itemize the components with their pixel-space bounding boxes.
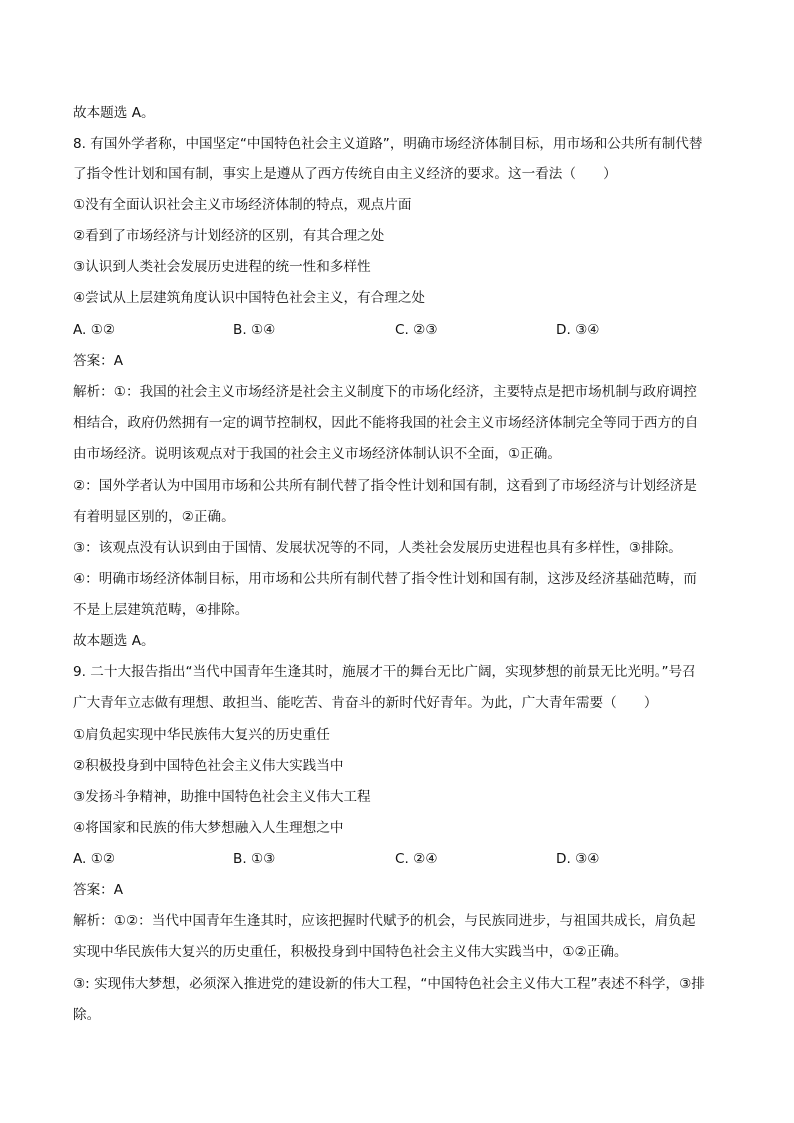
q9-item-3: ③发扬斗争精神，助推中国特色社会主义伟大工程 bbox=[73, 789, 371, 805]
q8-option-b: B. ①④ bbox=[233, 322, 276, 338]
q8-analysis-line-3: 由市场经济。说明该观点对于我国的社会主义市场经济体制认识不全面，①正确。 bbox=[73, 446, 561, 462]
q9-option-d: D. ③④ bbox=[556, 851, 600, 867]
q9-item-2: ②积极投身到中国特色社会主义伟大实践当中 bbox=[73, 758, 344, 774]
q8-stem-line-1: 8. 有国外学者称，中国坚定“中国特色社会主义道路”，明确市场经济体制目标，用市场和公共所有制代替 bbox=[73, 136, 703, 152]
q8-analysis-line-1: 解析：①：我国的社会主义市场经济是社会主义制度下的市场化经济，主要特点是把市场机制与政府调控 bbox=[73, 384, 697, 400]
q8-analysis-line-4: ②：国外学者认为中国用市场和公共所有制代替了指令性计划和国有制，这看到了市场经济与计划经济是 bbox=[73, 478, 697, 494]
q9-option-b: B. ①③ bbox=[233, 851, 276, 867]
q8-analysis-line-5: 有着明显区别的，②正确。 bbox=[73, 509, 235, 525]
q8-option-a: A. ①② bbox=[73, 322, 116, 338]
q8-analysis-line-8: 不是上层建筑范畴，④排除。 bbox=[73, 602, 249, 618]
q9-answer: 答案：A bbox=[73, 882, 124, 898]
q9-item-1: ①肩负起实现中华民族伟大复兴的历史重任 bbox=[73, 727, 330, 743]
q8-conclusion: 故本题选 A。 bbox=[73, 633, 155, 649]
q9-option-c: C. ②④ bbox=[395, 851, 438, 867]
q8-item-1: ①没有全面认识社会主义市场经济体制的特点，观点片面 bbox=[73, 197, 412, 213]
q9-option-a: A. ①② bbox=[73, 851, 116, 867]
q9-stem-line-1: 9. 二十大报告指出“当代中国青年生逢其时，施展才干的舞台无比广阔，实现梦想的前景无比光明。”号召 bbox=[73, 664, 696, 680]
q8-analysis-line-2: 相结合，政府仍然拥有一定的调节控制权，因此不能将我国的社会主义市场经济体制完全等同于西方的自 bbox=[73, 415, 699, 431]
q9-analysis-line-1: 解析：①②：当代中国青年生逢其时，应该把握时代赋予的机会，与民族同进步，与祖国共成长，肩负起 bbox=[73, 913, 696, 929]
q8-item-2: ②看到了市场经济与计划经济的区别，有其合理之处 bbox=[73, 228, 385, 244]
q9-analysis-line-3: ③: 实现伟大梦想，必须深入推进党的建设新的伟大工程，“中国特色社会主义伟大工程”表述不科学，③排 bbox=[73, 976, 705, 992]
q9-analysis-line-4: 除。 bbox=[73, 1007, 101, 1023]
q8-item-3: ③认识到人类社会发展历史进程的统一性和多样性 bbox=[73, 259, 371, 275]
prev-conclusion: 故本题选 A。 bbox=[73, 105, 155, 121]
q8-option-c: C. ②③ bbox=[395, 322, 438, 338]
q9-item-4: ④将国家和民族的伟大梦想融入人生理想之中 bbox=[73, 820, 344, 836]
q8-analysis-line-7: ④：明确市场经济体制目标，用市场和公共所有制代替了指令性计划和国有制，这涉及经济基础范畴，而 bbox=[73, 571, 697, 587]
q8-stem-line-2: 了指令性计划和国有制，事实上是遵从了西方传统自由主义经济的要求。这一看法（ ） bbox=[73, 166, 617, 182]
q8-option-d: D. ③④ bbox=[556, 322, 600, 338]
q8-analysis-line-6: ③：该观点没有认识到由于国情、发展状况等的不同，人类社会发展历史进程也具有多样性，③排除。 bbox=[73, 540, 682, 556]
q9-analysis-line-2: 实现中华民族伟大复兴的历史重任，积极投身到中国特色社会主义伟大实践当中，①②正确。 bbox=[73, 944, 628, 960]
q8-item-4: ④尝试从上层建筑角度认识中国特色社会主义，有合理之处 bbox=[73, 290, 426, 306]
q8-answer: 答案：A bbox=[73, 353, 124, 369]
q9-stem-line-2: 广大青年立志做有理想、敢担当、能吃苦、肯奋斗的新时代好青年。为此，广大青年需要（ ） bbox=[73, 695, 658, 711]
